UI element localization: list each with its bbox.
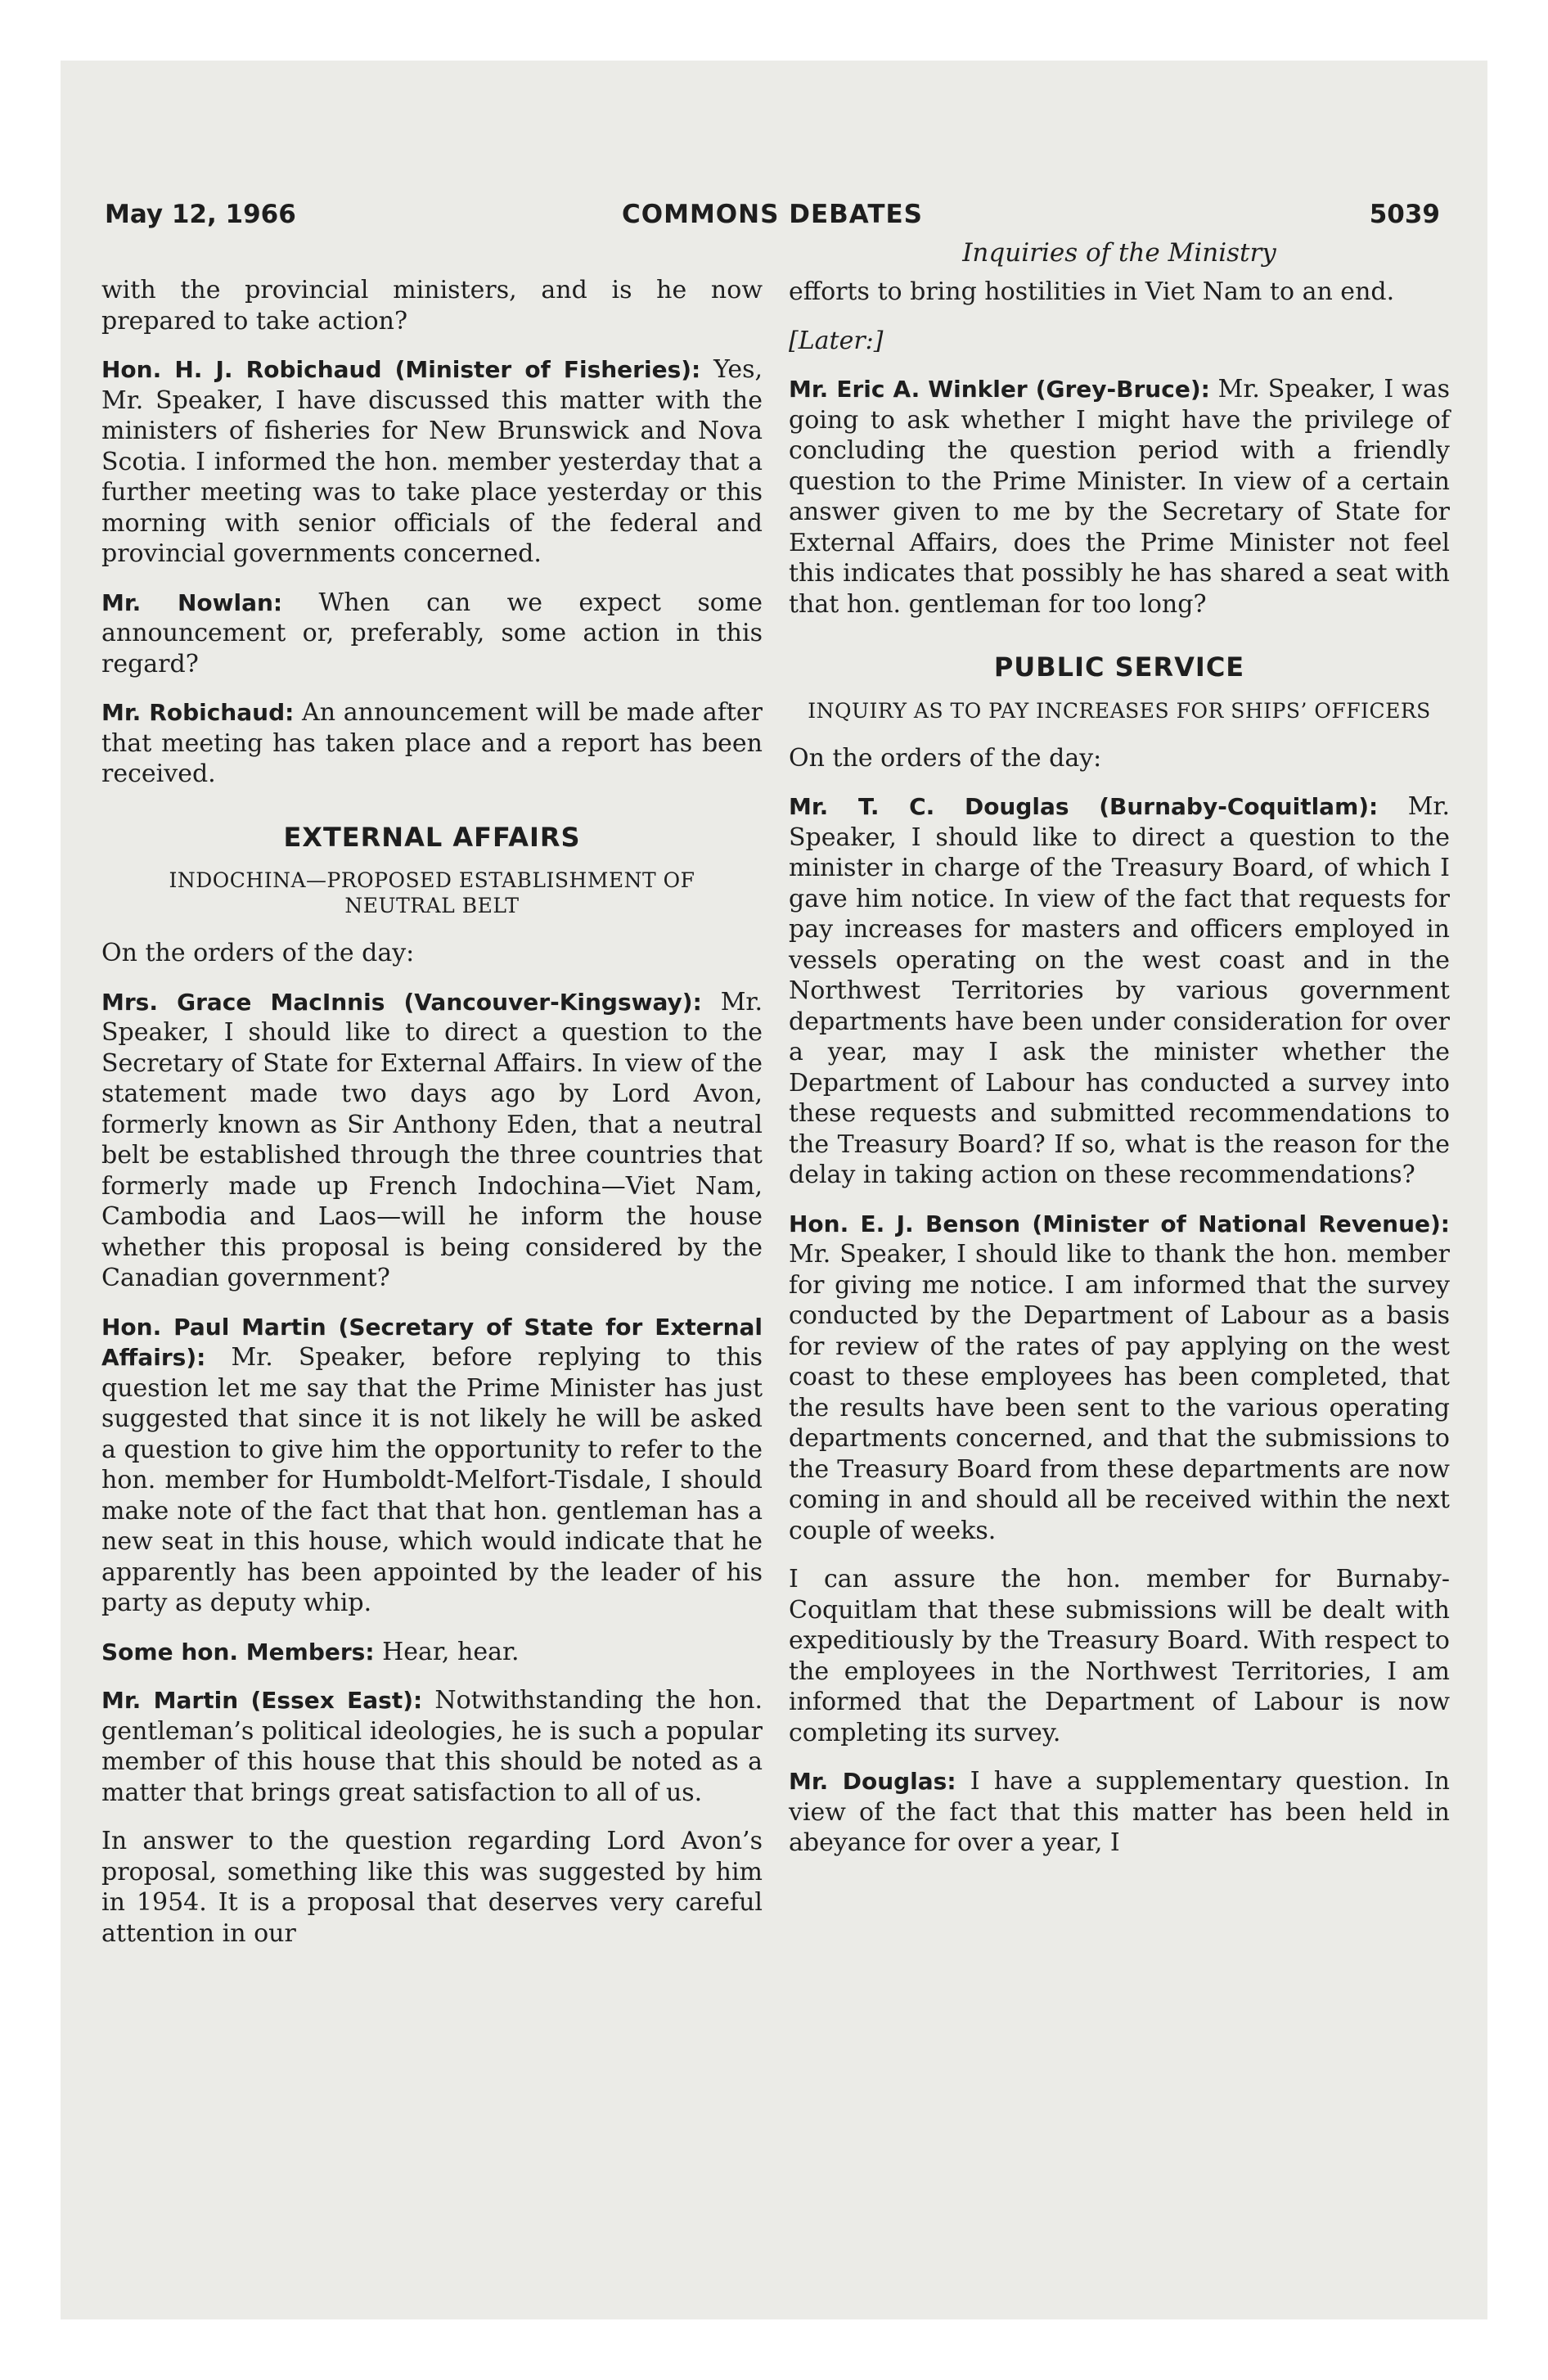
paragraph	[101, 697, 763, 790]
paragraph	[789, 1209, 1450, 1547]
speech-text: Mr. Speaker, I should like to direct a question to the minister in charge of the Treasury Board, of which I gave him notice. In view of the fact that requests for pay increases for masters and officers employed in vessels operating on the west coast and in the Northwest Territories by various government departments have been under consideration for over a year, may I ask the minister whether the Department of Labour has conducted a survey into these requests and submitted recommendations to the Treasury Board? If so, what is the reason for the delay in taking action on these recommendations?	[789, 792, 1450, 1189]
paragraph	[101, 354, 763, 570]
section-subheading: INQUIRY AS TO PAY INCREASES FOR SHIPS’ OFFICERS	[808, 698, 1431, 723]
paragraph: efforts to bring hostilities in Viet Nam to an end.	[789, 277, 1395, 306]
paragraph	[101, 588, 763, 680]
paragraph	[101, 1685, 763, 1808]
speaker-name: Mr. Robichaud:	[101, 699, 295, 726]
speech-text: I have a supplementary question. In view of the fact that this matter has been held in abeyance for over a year, I	[789, 1767, 1451, 1857]
speaker-name: Mr. Eric A. Winkler (Grey-Bruce):	[789, 376, 1210, 403]
speaker-name: Hon. E. J. Benson (Minister of National Revenue):	[789, 1210, 1450, 1237]
speaker-name: Mr. Douglas:	[789, 1768, 956, 1795]
later-marker: [Later:]	[789, 326, 884, 355]
speech-text: Mr. Speaker, before replying to this question let me say that the Prime Minister has just suggested that since it is not likely he will be asked a question to give him the opportunity to refer to the hon. member for Humboldt-Melfort-Tisdale, I should make note of the fact that that hon. gentleman has a new seat in this house, which would indicate that he apparently has been appointed by the leader of his party as deputy whip.	[101, 1343, 763, 1617]
paragraph: On the orders of the day:	[101, 939, 415, 967]
speech-text: An announcement will be made after that meeting has taken place and a report has been received.	[101, 698, 763, 788]
running-head: Inquiries of the Ministry	[962, 238, 1276, 268]
right-column	[789, 238, 1451, 1877]
speech-text: Mr. Speaker, I was going to ask whether I might have the privilege of concluding the question period with a friendly question to the Prime Minister. In view of a certain answer given to me by the Secretary of State for External Affairs, does the Prime Minister not feel this indicates that possibly he has shared a seat with that hon. gentleman for too long?	[789, 375, 1450, 619]
speech-text: Yes, Mr. Speaker, I have discussed this matter with the ministers of fisheries for New Brunswick and Nova Scotia. I informed the hon. member yesterday that a further meeting was to take place yesterday or this morning with senior officials of the federal and provincial governments concerned.	[101, 355, 763, 568]
speaker-name: Mr. T. C. Douglas (Burnaby-Coquitlam):	[789, 793, 1379, 820]
paragraph: On the orders of the day:	[789, 743, 1102, 773]
speaker-name: Some hon. Members:	[101, 1638, 375, 1666]
paragraph	[101, 1312, 763, 1619]
speech-text: When can we expect some announcement or, preferably, some action in this regard?	[101, 588, 763, 678]
section-heading: PUBLIC SERVICE	[993, 651, 1245, 683]
header-date: May 12, 1966	[105, 200, 296, 229]
speaker-name: Mr. Nowlan:	[101, 588, 283, 616]
section-heading: EXTERNAL AFFAIRS	[283, 821, 581, 853]
section-subheading: INDOCHINA—PROPOSED ESTABLISHMENT OF NEUTRAL BELT	[169, 868, 695, 917]
speaker-name: Mr. Martin (Essex East):	[101, 1687, 423, 1714]
paragraph: I can assure the hon. member for Burnaby-Coquitlam that these submissions will be dealt with expeditiously by the Treasury Board. With respect to the employees in the Northwest Territories, I am informed that the Department of Labour is now completing its survey.	[789, 1565, 1450, 1747]
paragraph: with the provincial ministers, and is he now prepared to take action?	[101, 276, 763, 336]
paragraph	[789, 1766, 1450, 1859]
header-title: COMMONS DEBATES	[622, 200, 923, 229]
paragraph	[789, 374, 1450, 620]
page-number: 5039	[1369, 200, 1440, 229]
speech-text: Mr. Speaker, I should like to direct a question to the Secretary of State for External Affairs. In view of the statement made two days ago by Lord Avon, formerly known as Sir Anthony Eden, that a neutral belt be established through the three countries that formerly made up French Indochina—Viet Nam, Cambodia and Laos—will he inform the house whether this proposal is being considered by the Canadian government?	[101, 987, 763, 1292]
paragraph: In answer to the question regarding Lord Avon’s proposal, something like this was suggested by him in 1954. It is a proposal that deserves very careful attention in our	[101, 1827, 763, 1948]
speaker-name: Hon. Paul Martin (Secretary of State for External Affairs):	[101, 1313, 763, 1371]
page-header	[105, 200, 1440, 241]
speaker-name: Hon. H. J. Robichaud (Minister of Fisheries):	[101, 356, 701, 383]
paragraph	[101, 1637, 763, 1668]
speech-text: Hear, hear.	[374, 1637, 520, 1666]
speech-text: Mr. Speaker, I should like to thank the hon. member for giving me notice. I am informed that the survey conducted by the Department of Labour as a basis for review of the rates of pay applying on the west coast to these employees has been completed, that the results have been sent to the various operating departments concerned, and that the submissions to the Treasury Board from these departments are now coming in and should all be received within the next couple of weeks.	[789, 1240, 1450, 1545]
left-column	[101, 275, 763, 1967]
speech-text: Notwithstanding the hon. gentleman’s political ideologies, he is such a popular member of this house that this should be noted as a matter that brings great satisfaction to all of us.	[101, 1686, 763, 1807]
paragraph	[789, 791, 1450, 1191]
speaker-name: Mrs. Grace MacInnis (Vancouver-Kingsway):	[101, 988, 702, 1016]
paragraph	[101, 987, 763, 1294]
